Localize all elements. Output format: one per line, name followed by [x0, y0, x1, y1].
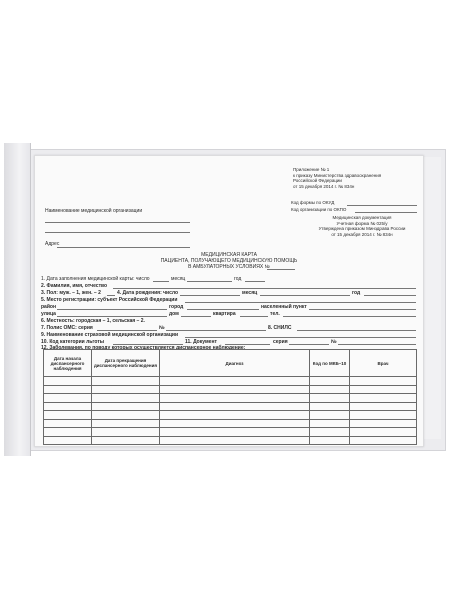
table-cell[interactable] [44, 419, 92, 428]
street-field[interactable] [57, 316, 167, 317]
apartment-field[interactable] [240, 316, 268, 317]
table-cell[interactable] [350, 402, 417, 411]
table-cell[interactable] [44, 377, 92, 386]
field-8-input[interactable] [297, 330, 416, 331]
field-9-input[interactable] [185, 337, 416, 338]
table-cell[interactable] [310, 402, 350, 411]
settlement-field[interactable] [309, 309, 416, 310]
field-10-label: 10. Код категории льготы [41, 339, 105, 345]
doc-line: Утверждена приказом Минздрава России [318, 226, 406, 231]
okpo-label: Код организации по ОКПО [291, 207, 347, 212]
table-cell[interactable] [350, 377, 417, 386]
okud-label: Код формы по ОКУД [291, 200, 335, 205]
table-cell[interactable] [92, 436, 160, 445]
title-line: МЕДИЦИНСКАЯ КАРТА [201, 252, 257, 258]
field-4-month[interactable] [260, 295, 350, 296]
col-icd-code: Код по МКБ–10 [310, 350, 350, 377]
field-1-label: 1. Дата заполнения медицинской карты: число [41, 276, 150, 282]
table-cell[interactable] [92, 385, 160, 394]
col-start-date: Дата начала диспансерного наблюдения [44, 350, 92, 377]
org-field[interactable] [45, 222, 190, 223]
appendix-line: Приложение № 1 [293, 167, 330, 172]
appendix-block [293, 167, 381, 189]
house-field[interactable] [181, 316, 211, 317]
field-6-label: 6. Местность: городская – 1, сельская – 2. [41, 318, 145, 324]
table-cell[interactable] [310, 394, 350, 403]
city-label: город [169, 304, 184, 310]
table-row [44, 436, 417, 445]
field-3-label: 3. Пол: муж. – 1, жен. – 2 [41, 290, 101, 296]
page-edge [422, 157, 441, 439]
table-row [44, 385, 417, 394]
table-cell[interactable] [160, 402, 310, 411]
house-label: дом [169, 311, 179, 317]
field-11-series[interactable] [289, 344, 329, 345]
table-cell[interactable] [350, 436, 417, 445]
booklet-spine [4, 143, 31, 456]
org-field-2[interactable] [45, 232, 190, 233]
table-cell[interactable] [160, 377, 310, 386]
field-1-day[interactable] [153, 281, 169, 282]
table-cell[interactable] [350, 385, 417, 394]
table-row [44, 394, 417, 403]
table-cell[interactable] [44, 436, 92, 445]
apartment-label: квартира [213, 311, 236, 317]
table-cell[interactable] [92, 394, 160, 403]
field-2-input[interactable] [113, 288, 416, 289]
table-cell[interactable] [160, 419, 310, 428]
field-7-label: 7. Полис ОМС: серия [41, 325, 93, 331]
dispensary-table [43, 349, 417, 445]
form-title [35, 252, 423, 270]
table-row [44, 419, 417, 428]
table-cell[interactable] [160, 428, 310, 437]
table-cell[interactable] [350, 394, 417, 403]
table-cell[interactable] [92, 402, 160, 411]
district-field[interactable] [57, 309, 167, 310]
table-cell[interactable] [44, 428, 92, 437]
field-4-year-label: год [352, 290, 361, 296]
table-row [44, 402, 417, 411]
appendix-line: Российской Федерации [293, 178, 342, 183]
table-cell[interactable] [310, 385, 350, 394]
table-cell[interactable] [160, 411, 310, 420]
field-9-label: 9. Наименование страховой медицинской организации [41, 332, 179, 338]
table-cell[interactable] [160, 436, 310, 445]
doc-line: Учетная форма № 025/у [336, 220, 388, 226]
table-cell[interactable] [160, 394, 310, 403]
title-line: В АМБУЛАТОРНЫХ УСЛОВИЯХ № [188, 264, 270, 270]
card-number-field[interactable] [267, 269, 295, 270]
title-line: ПАЦИЕНТА, ПОЛУЧАЮЩЕГО МЕДИЦИНСКУЮ ПОМОЩЬ [160, 258, 298, 264]
address-field[interactable] [57, 247, 190, 248]
district-label: район [41, 304, 56, 310]
table-cell[interactable] [350, 419, 417, 428]
field-4-month-label: месяц [242, 290, 258, 296]
table-header-row [44, 350, 417, 377]
form-booklet [4, 143, 446, 456]
settlement-label: населенный пункт [261, 304, 307, 310]
table-cell[interactable] [44, 385, 92, 394]
field-5-subject[interactable] [185, 302, 416, 303]
field-4-year[interactable] [364, 295, 416, 296]
field-7-number-label: № [159, 325, 165, 331]
field-1-year-label: год [234, 276, 242, 282]
field-4-day[interactable] [180, 295, 240, 296]
okpo-field[interactable] [355, 212, 417, 213]
table-row [44, 377, 417, 386]
field-7-series[interactable] [97, 330, 157, 331]
table-cell[interactable] [44, 411, 92, 420]
table-cell[interactable] [310, 436, 350, 445]
table-cell[interactable] [310, 428, 350, 437]
table-cell[interactable] [92, 377, 160, 386]
field-1-month[interactable] [187, 281, 232, 282]
table-cell[interactable] [44, 394, 92, 403]
field-7-number[interactable] [166, 330, 266, 331]
doc-line: Медицинская документация [332, 215, 392, 220]
field-5-label: 5. Место регистрации: субъект Российской Федерации [41, 297, 178, 303]
table-cell[interactable] [44, 402, 92, 411]
table-cell[interactable] [92, 411, 160, 420]
phone-label: тел. [270, 311, 280, 317]
field-1-month-label: месяц [171, 276, 186, 282]
col-doctor: Врач [350, 350, 417, 377]
col-end-date: Дата прекращения диспансерного наблюдения [92, 350, 160, 377]
field-11-label: 11. Документ [185, 339, 217, 345]
table-row [44, 428, 417, 437]
table-cell[interactable] [160, 385, 310, 394]
table-cell[interactable] [92, 419, 160, 428]
field-11-number[interactable] [338, 344, 416, 345]
doc-line: от 15 декабря 2014 г. № 834н [331, 231, 393, 237]
field-11-number-label: № [331, 339, 337, 345]
field-2-label: 2. Фамилия, имя, отчество [41, 283, 108, 289]
phone-field[interactable] [283, 316, 416, 317]
city-field[interactable] [187, 309, 259, 310]
okud-field[interactable] [347, 205, 417, 206]
appendix-line: к приказу Министерства здравоохранения [293, 172, 382, 178]
table-cell[interactable] [310, 411, 350, 420]
table-cell[interactable] [350, 411, 417, 420]
col-diagnosis: Диагноз [160, 350, 310, 377]
field-4-label: 4. Дата рождения: число [117, 290, 179, 296]
address-label: Адрес [45, 241, 60, 247]
field-8-label: 8. СНИЛС [268, 325, 292, 331]
table-cell[interactable] [310, 377, 350, 386]
street-label: улица [41, 311, 56, 317]
field-12-label: 12. Заболевания, по поводу которых осуществляется диспансерное наблюдение: [41, 345, 246, 351]
org-label: Наименование медицинской организации [45, 208, 143, 214]
appendix-line: от 15 декабря 2014 г. № 834н [293, 183, 355, 189]
field-3-input[interactable] [107, 295, 115, 296]
table-cell[interactable] [92, 428, 160, 437]
doc-block [307, 215, 417, 237]
field-11-series-label: серия [273, 339, 288, 345]
table-cell[interactable] [350, 428, 417, 437]
table-row [44, 411, 417, 420]
field-1-year[interactable] [245, 281, 265, 282]
form-page [34, 155, 424, 447]
table-cell[interactable] [310, 419, 350, 428]
